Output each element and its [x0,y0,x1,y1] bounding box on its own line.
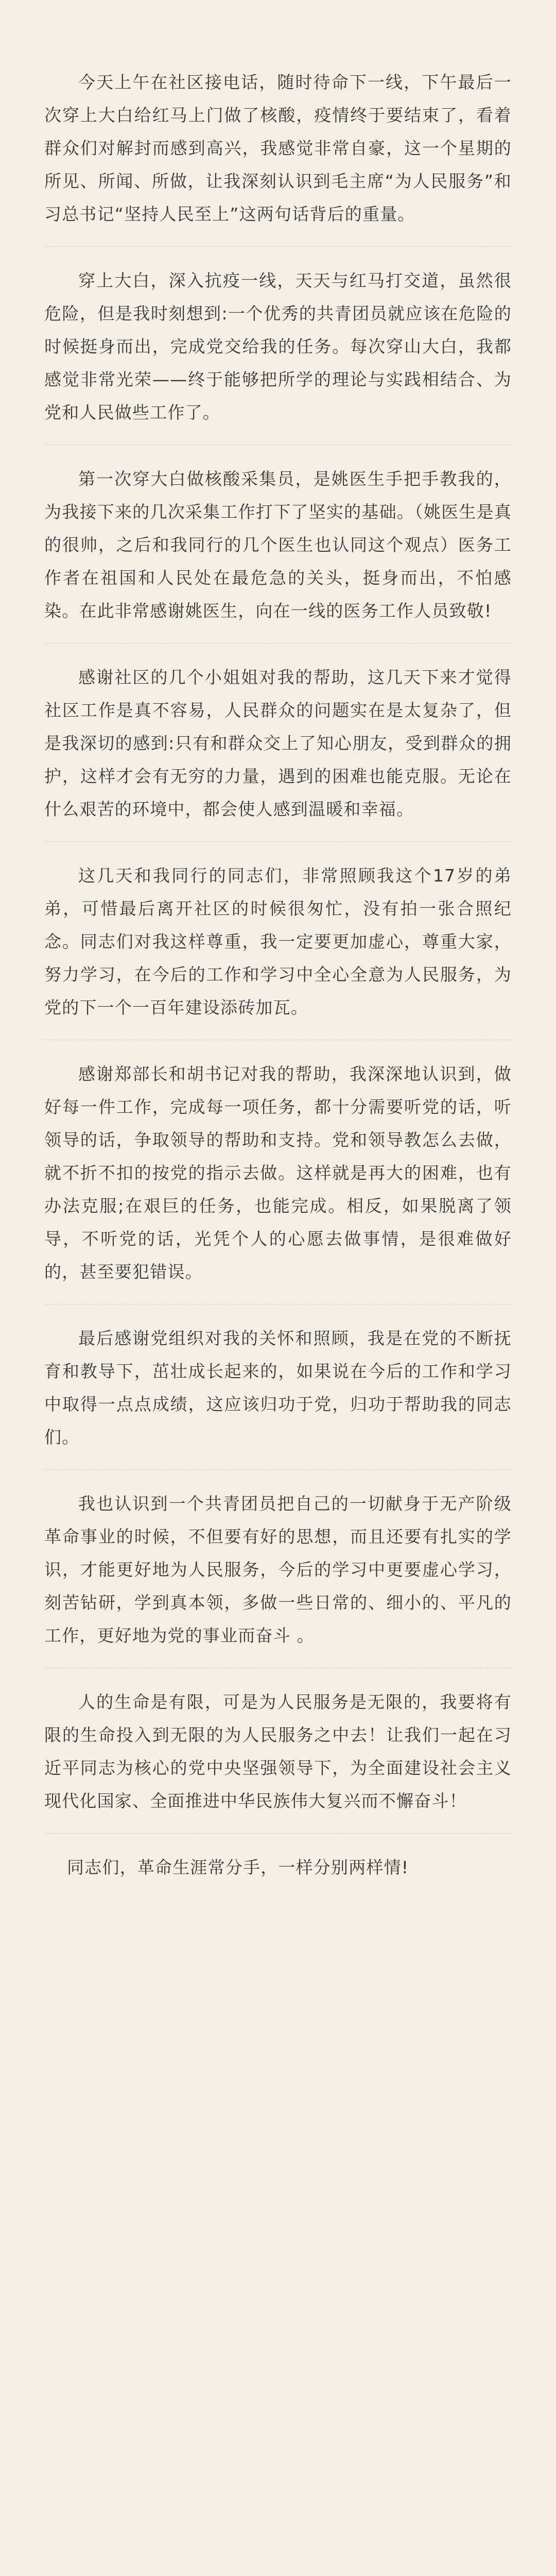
note-paragraph-7: 最后感谢党组织对我的关怀和照顾，我是在党的不断抚育和教导下，茁壮成长起来的，如果说在今后的工作和学习中取得一点点成绩，这应该归功于党，归功于帮助我的同志们。 [44,1322,512,1470]
note-paragraph-3: 第一次穿大白做核酸采集员，是姚医生手把手教我的，为我接下来的几次采集工作打下了坚实的基础。（姚医生是真的很帅，之后和我同行的几个医生也认同这个观点）医务工作者在祖国和人民处在最危急的关头，挺身而出，不怕感染。在此非常感谢姚医生，向在一线的医务工作人员致敬! [44,463,512,643]
note-paragraph-1: 今天上午在社区接电话，随时待命下一线，下午最后一次穿上大白给红马上门做了核酸，疫情终于要结束了，看着群众们对解封而感到高兴，我感觉非常自豪，这一个星期的所见、所闻、所做，让我深刻认识到毛主席“为人民服务”和习总书记“坚持人民至上”这两句话背后的重量。 [44,66,512,247]
note-paragraph-6: 感谢郑部长和胡书记对我的帮助，我深深地认识到，做好每一件工作，完成每一项任务，都十分需要听党的话，听领导的话，争取领导的帮助和支持。党和领导教怎么去做，就不折不扣的按党的指示去做。这样就是再大的困难，也有办法克服;在艰巨的任务，也能完成。相反，如果脱离了领导，不听党的话，光凭个人的心愿去做事情，是很难做好的，甚至要犯错误。 [44,1058,512,1304]
note-paragraph-5: 这几天和我同行的同志们，非常照顾我这个17岁的弟弟，可惜最后离开社区的时候很匆忙，没有拍一张合照纪念。同志们对我这样尊重，我一定要更加虚心，尊重大家，努力学习，在今后的工作和学习中全心全意为人民服务，为党的下一个一百年建设添砖加瓦。 [44,859,512,1040]
note-paragraph-8: 我也认识到一个共青团员把自己的一切献身于无产阶级革命事业的时候，不但要有好的思想，而且还要有扎实的学识，才能更好地为人民服务，今后的学习中更要虚心学习，刻苦钻研，学到真本领，多做一些日常的、细小的、平凡的工作，更好地为党的事业而奋斗 。 [44,1487,512,1668]
note-paragraph-9: 人的生命是有限，可是为人民服务是无限的，我要将有限的生命投入到无限的为人民服务之中去！让我们一起在习近平同志为核心的党中央坚强领导下，为全面建设社会主义现代化国家、全面推进中华民族伟大复兴而不懈奋斗！ [44,1686,512,1834]
note-paragraph-10: 同志们，革命生涯常分手，一样分别两样情! [67,1857,409,1877]
note-body [44,66,512,1900]
note-paragraph-4: 感谢社区的几个小姐姐对我的帮助，这几天下来才觉得社区工作是真不容易，人民群众的问题实在是太复杂了，但是我深切的感到:只有和群众交上了知心朋友，受到群众的拥护，这样才会有无穷的力量，遇到的困难也能克服。无论在什么艰苦的环境中，都会使人感到温暖和幸福。 [44,661,512,842]
note-paragraph-2: 穿上大白，深入抗疫一线，天天与红马打交道，虽然很危险，但是我时刻想到:一个优秀的共青团员就应该在危险的时候挺身而出，完成党交给我的任务。每次穿山大白，我都感觉非常光荣——终于能够把所学的理论与实践相结合、为党和人民做些工作了。 [44,264,512,445]
